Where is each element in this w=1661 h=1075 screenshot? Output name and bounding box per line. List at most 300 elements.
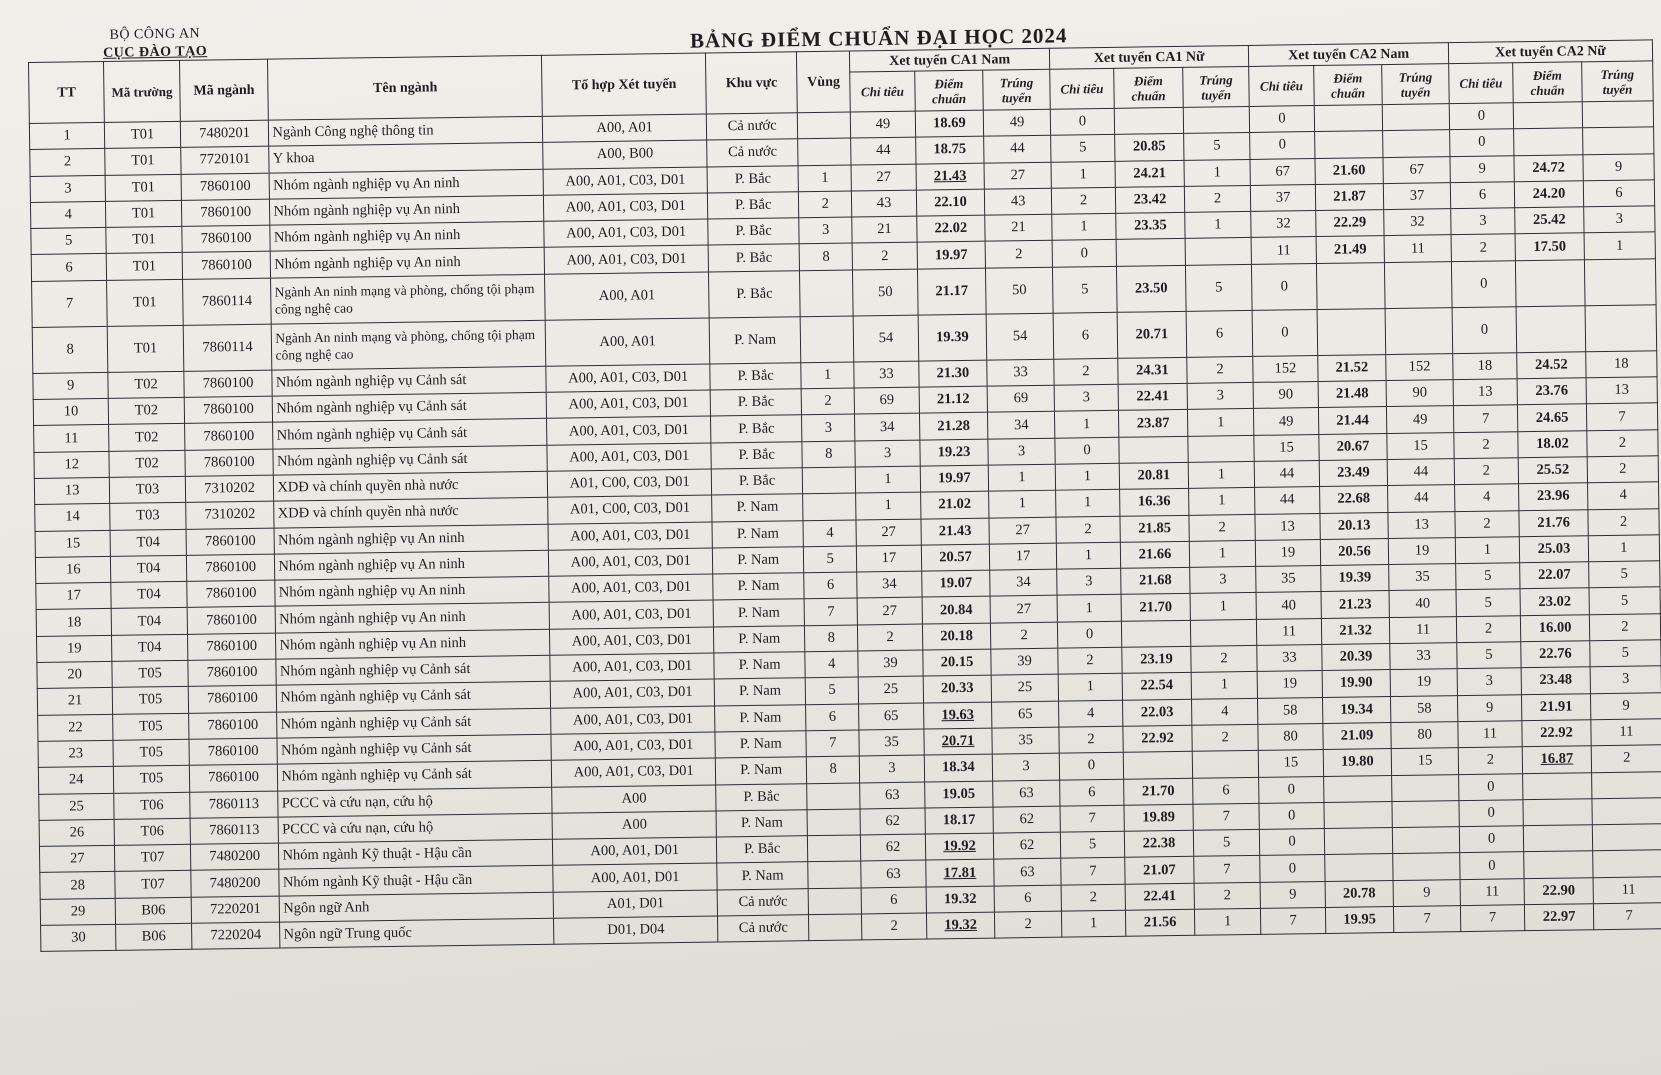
cell-ca2-nam-diem-chuan: 22.29 (1315, 210, 1384, 237)
cell-khu-vuc: P. Bắc (711, 415, 802, 443)
cell-ca2-nam-diem-chuan: 21.32 (1321, 617, 1390, 644)
cell-tt: 29 (40, 898, 116, 925)
cell-ca1-nam-trung-tuyen: 27 (984, 162, 1051, 189)
cell-ca2-nu-chi-tieu: 0 (1459, 800, 1524, 827)
cell-vung: 6 (806, 704, 860, 731)
cell-ca2-nam-diem-chuan: 21.52 (1317, 354, 1386, 381)
cell-ca1-nam-chi-tieu: 43 (852, 190, 917, 217)
cell-vung: 3 (802, 414, 856, 441)
cell-khu-vuc: P. Bắc (716, 783, 807, 811)
cell-vung (807, 782, 861, 809)
cell-ca2-nu-trung-tuyen: 9 (1590, 692, 1661, 719)
cell-ca2-nam-chi-tieu: 33 (1257, 645, 1322, 672)
cell-ma-nganh: 7860113 (189, 791, 278, 819)
cell-khu-vuc: P. Nam (716, 757, 807, 785)
cell-tt: 16 (35, 556, 111, 583)
cell-ca2-nu-chi-tieu: 7 (1453, 405, 1518, 432)
cell-ca2-nu-chi-tieu: 5 (1457, 642, 1522, 669)
cell-ca2-nam-trung-tuyen: 90 (1386, 380, 1453, 407)
cell-ten-nganh: Nhóm ngành nghiệp vụ An ninh (270, 195, 544, 225)
cell-khu-vuc: P. Nam (712, 520, 803, 548)
cell-tt: 26 (39, 819, 115, 846)
cell-ma-truong: T02 (109, 424, 185, 451)
cell-khu-vuc: P. Bắc (717, 836, 808, 864)
cell-ca2-nam-trung-tuyen (1385, 261, 1452, 308)
cell-ca1-nam-chi-tieu: 17 (857, 545, 922, 572)
cell-ten-nganh: Ngôn ngữ Anh (280, 892, 554, 922)
cell-ma-nganh: 7860100 (182, 252, 271, 280)
cell-ca1-nam-diem-chuan: 21.30 (918, 360, 987, 387)
cell-ca1-nu-chi-tieu: 1 (1052, 214, 1117, 241)
cell-ca1-nam-diem-chuan: 20.15 (922, 649, 991, 676)
cell-ca2-nam-diem-chuan: 20.13 (1320, 512, 1389, 539)
cell-ca1-nam-chi-tieu: 21 (852, 216, 917, 243)
agency-line-1: BỘ CÔNG AN (109, 26, 201, 43)
cell-ca2-nu-diem-chuan (1524, 851, 1593, 878)
cell-tt: 21 (37, 688, 113, 715)
cell-ca2-nu-diem-chuan: 22.97 (1525, 904, 1594, 931)
cell-ca1-nam-trung-tuyen: 17 (990, 543, 1057, 570)
cell-ten-nganh: Nhóm ngành nghiệp vụ Cảnh sát (276, 655, 550, 685)
cell-ca1-nu-trung-tuyen: 1 (1188, 488, 1255, 515)
cell-tt: 14 (35, 504, 111, 531)
cell-ca1-nam-chi-tieu: 34 (857, 571, 922, 598)
cell-ca2-nam-trung-tuyen: 19 (1390, 669, 1457, 696)
cell-ten-nganh: Nhóm ngành Kỹ thuật - Hậu cần (279, 866, 553, 896)
cell-ten-nganh: XDĐ và chính quyền nhà nước (274, 471, 548, 501)
cell-ca2-nu-diem-chuan: 23.02 (1520, 588, 1589, 615)
cell-ca1-nu-trung-tuyen: 3 (1190, 567, 1257, 594)
cell-ca1-nu-diem-chuan: 23.50 (1117, 265, 1186, 312)
cell-khu-vuc: P. Bắc (708, 218, 799, 246)
cell-ca2-nam-trung-tuyen: 37 (1384, 183, 1451, 210)
cell-vung (808, 835, 862, 862)
cell-ca2-nam-trung-tuyen: 7 (1394, 906, 1461, 933)
cell-khu-vuc: P. Bắc (708, 244, 799, 272)
cell-ca1-nu-diem-chuan (1116, 239, 1185, 266)
cell-ca2-nam-chi-tieu: 11 (1257, 618, 1322, 645)
cell-ca2-nam-chi-tieu: 32 (1251, 211, 1316, 238)
cell-tt: 25 (39, 793, 115, 820)
cell-ca2-nu-chi-tieu: 11 (1460, 878, 1525, 905)
score-table (28, 39, 1661, 952)
cell-ca1-nam-trung-tuyen: 49 (984, 109, 1051, 136)
cell-to-hop: A00, A01, C03, D01 (550, 679, 714, 708)
cell-ten-nganh: Ngành Công nghệ thông tin (269, 116, 543, 146)
cell-to-hop: A00, A01, C03, D01 (546, 390, 710, 419)
cell-ca2-nam-diem-chuan: 19.90 (1322, 670, 1391, 697)
cell-khu-vuc: P. Nam (713, 599, 804, 627)
cell-ca1-nu-trung-tuyen: 6 (1192, 777, 1259, 804)
cell-ma-truong: T04 (110, 529, 186, 556)
cell-ca1-nu-chi-tieu: 1 (1051, 161, 1116, 188)
cell-ca1-nam-diem-chuan: 21.02 (920, 491, 989, 518)
cell-ca1-nu-chi-tieu: 0 (1057, 621, 1122, 648)
cell-khu-vuc: P. Nam (713, 573, 804, 601)
cell-khu-vuc: P. Bắc (708, 192, 799, 220)
cell-ca2-nu-chi-tieu: 2 (1455, 510, 1520, 537)
cell-ten-nganh: Nhóm ngành nghiệp vụ An ninh (270, 221, 544, 251)
cell-ca2-nu-chi-tieu: 13 (1453, 379, 1518, 406)
cell-khu-vuc: Cả nước (707, 113, 798, 141)
cell-ca2-nam-chi-tieu: 0 (1250, 106, 1315, 133)
cell-ca2-nu-trung-tuyen (1584, 259, 1656, 306)
cell-ca2-nu-chi-tieu: 0 (1458, 773, 1523, 800)
cell-vung: 4 (803, 520, 857, 547)
cell-ten-nganh: Nhóm ngành nghiệp vụ An ninh (275, 576, 549, 606)
cell-tt: 9 (33, 372, 109, 399)
cell-ten-nganh: Ngành An ninh mạng và phòng, chống tội phạm công nghệ cao (272, 320, 546, 370)
cell-ca1-nam-trung-tuyen: 1 (989, 464, 1056, 491)
cell-ca2-nu-chi-tieu: 0 (1449, 129, 1514, 156)
cell-ca2-nam-chi-tieu: 19 (1256, 539, 1321, 566)
cell-ca1-nam-diem-chuan: 18.34 (924, 754, 993, 781)
cell-ca2-nu-diem-chuan (1516, 306, 1585, 353)
cell-tt: 17 (36, 583, 112, 610)
cell-ca1-nu-diem-chuan: 20.71 (1117, 311, 1186, 358)
cell-ca1-nu-chi-tieu: 1 (1055, 490, 1120, 517)
cell-ma-truong: T01 (105, 121, 181, 148)
cell-ca1-nam-diem-chuan: 21.28 (919, 413, 988, 440)
cell-to-hop: A00, A01 (545, 272, 710, 320)
cell-ma-nganh: 7860100 (188, 712, 277, 740)
cell-tt: 28 (40, 872, 116, 899)
cell-ca2-nam-chi-tieu: 0 (1250, 132, 1315, 159)
cell-ca2-nam-diem-chuan: 19.34 (1322, 696, 1391, 723)
cell-ca2-nu-trung-tuyen: 9 (1583, 153, 1654, 180)
cell-to-hop: A00 (552, 784, 716, 813)
cell-ca2-nam-trung-tuyen (1383, 104, 1450, 131)
cell-ca2-nam-diem-chuan: 21.87 (1315, 183, 1384, 210)
cell-ca2-nu-trung-tuyen: 2 (1591, 745, 1661, 772)
sub-header-trung-tuyen: Trúng tuyển (983, 69, 1050, 110)
cell-ca1-nu-diem-chuan: 22.03 (1123, 699, 1192, 726)
cell-ca1-nu-chi-tieu: 0 (1052, 240, 1117, 267)
cell-khu-vuc: P. Bắc (707, 165, 798, 193)
cell-ca1-nam-trung-tuyen: 63 (994, 859, 1061, 886)
cell-vung (802, 467, 856, 494)
cell-ca1-nu-chi-tieu: 5 (1060, 831, 1125, 858)
cell-ma-truong: T03 (110, 503, 186, 530)
cell-ca1-nam-trung-tuyen: 27 (989, 517, 1056, 544)
cell-ca1-nu-chi-tieu: 2 (1058, 647, 1123, 674)
cell-vung (797, 112, 851, 139)
cell-ca2-nam-trung-tuyen (1393, 827, 1460, 854)
cell-ca1-nu-diem-chuan: 21.70 (1121, 594, 1190, 621)
cell-ten-nganh: Ngành An ninh mạng và phòng, chống tội phạm công nghệ cao (271, 274, 545, 324)
cell-ca2-nam-chi-tieu: 80 (1258, 723, 1323, 750)
cell-ca1-nam-diem-chuan: 21.43 (921, 518, 990, 545)
cell-ca2-nu-chi-tieu: 3 (1451, 208, 1516, 235)
cell-ca2-nu-chi-tieu: 11 (1458, 721, 1523, 748)
cell-ca1-nu-trung-tuyen: 1 (1190, 593, 1257, 620)
cell-tt: 5 (31, 228, 107, 255)
cell-ca1-nu-trung-tuyen (1190, 619, 1257, 646)
cell-ca1-nu-diem-chuan: 24.21 (1115, 160, 1184, 187)
cell-ca2-nu-chi-tieu: 0 (1449, 103, 1514, 130)
cell-ca1-nam-chi-tieu: 3 (855, 440, 920, 467)
cell-vung: 8 (802, 441, 856, 468)
cell-ca2-nu-diem-chuan: 16.00 (1521, 615, 1590, 642)
cell-khu-vuc: Cả nước (717, 888, 808, 916)
cell-ma-truong: T01 (106, 227, 182, 254)
cell-ma-truong: T01 (107, 279, 183, 326)
cell-ma-nganh: 7860114 (183, 324, 272, 371)
col-header-vung: Vùng (797, 51, 851, 113)
cell-ca2-nu-chi-tieu: 6 (1450, 182, 1515, 209)
cell-ca2-nam-chi-tieu: 0 (1260, 855, 1325, 882)
cell-tt: 4 (30, 201, 106, 228)
cell-vung (803, 493, 857, 520)
cell-khu-vuc: P. Nam (715, 704, 806, 732)
cell-ca2-nu-diem-chuan (1523, 772, 1592, 799)
cell-ca2-nam-trung-tuyen: 80 (1391, 722, 1458, 749)
cell-khu-vuc: P. Bắc (711, 468, 802, 496)
cell-ca1-nu-chi-tieu: 3 (1054, 384, 1119, 411)
cell-ca1-nu-diem-chuan (1114, 107, 1183, 134)
cell-ma-nganh: 7480200 (191, 869, 280, 897)
cell-ca2-nu-chi-tieu: 2 (1456, 615, 1521, 642)
cell-ca2-nam-diem-chuan: 20.56 (1320, 538, 1389, 565)
cell-ma-nganh: 7220204 (191, 922, 280, 950)
cell-ca2-nam-diem-chuan: 23.49 (1319, 460, 1388, 487)
cell-to-hop: A00, A01, D01 (553, 863, 717, 892)
cell-ca1-nu-trung-tuyen: 4 (1191, 698, 1258, 725)
cell-ma-nganh: 7860100 (186, 528, 275, 556)
cell-ca1-nam-chi-tieu: 65 (859, 703, 924, 730)
cell-ca1-nu-trung-tuyen: 1 (1194, 908, 1261, 935)
cell-tt: 6 (31, 254, 107, 281)
cell-ca2-nu-trung-tuyen: 3 (1584, 206, 1655, 233)
cell-ca1-nam-trung-tuyen: 34 (990, 569, 1057, 596)
cell-ca2-nu-diem-chuan (1516, 260, 1585, 307)
cell-tt: 20 (37, 661, 113, 688)
cell-ma-truong: T06 (114, 818, 190, 845)
cell-ca1-nam-chi-tieu: 44 (851, 137, 916, 164)
cell-ca1-nam-trung-tuyen: 33 (987, 359, 1054, 386)
cell-ca2-nam-chi-tieu: 35 (1256, 566, 1321, 593)
cell-ca1-nam-diem-chuan: 19.32 (926, 912, 995, 939)
cell-ca2-nu-trung-tuyen (1591, 771, 1661, 798)
cell-ca2-nam-diem-chuan (1324, 854, 1393, 881)
cell-ca2-nam-diem-chuan: 21.23 (1321, 591, 1390, 618)
cell-ma-nganh: 7860100 (184, 396, 273, 424)
cell-ca2-nu-chi-tieu: 9 (1457, 694, 1522, 721)
cell-ca2-nam-chi-tieu: 152 (1253, 355, 1318, 382)
cell-ca1-nam-trung-tuyen: 6 (994, 885, 1061, 912)
cell-ca2-nu-chi-tieu: 0 (1452, 307, 1517, 354)
cell-to-hop: D01, D04 (554, 916, 718, 945)
cell-to-hop: A00, A01, C03, D01 (547, 443, 711, 472)
cell-tt: 30 (41, 924, 117, 951)
cell-ma-nganh: 7860100 (181, 173, 270, 201)
cell-ma-nganh: 7860100 (184, 370, 273, 398)
cell-ca1-nam-diem-chuan: 19.97 (920, 465, 989, 492)
cell-ca1-nam-diem-chuan: 20.18 (922, 623, 991, 650)
cell-ca2-nu-chi-tieu: 18 (1453, 353, 1518, 380)
cell-ca2-nam-trung-tuyen (1383, 130, 1450, 157)
cell-ca1-nam-diem-chuan: 19.97 (917, 242, 986, 269)
cell-ca2-nu-chi-tieu: 0 (1459, 826, 1524, 853)
cell-ma-truong: T01 (106, 200, 182, 227)
cell-ca1-nam-diem-chuan: 18.17 (925, 807, 994, 834)
cell-ca1-nam-trung-tuyen: 62 (993, 806, 1060, 833)
cell-ma-nganh: 7860100 (185, 449, 274, 477)
cell-ca2-nu-diem-chuan: 24.52 (1517, 352, 1586, 379)
cell-ca2-nu-trung-tuyen: 2 (1587, 456, 1658, 483)
cell-ca1-nam-trung-tuyen: 27 (990, 596, 1057, 623)
cell-vung: 2 (801, 388, 855, 415)
cell-ca1-nam-diem-chuan: 19.92 (925, 833, 994, 860)
cell-vung (800, 270, 854, 317)
cell-ca2-nu-chi-tieu: 2 (1454, 458, 1519, 485)
cell-ca1-nu-diem-chuan: 23.42 (1115, 186, 1184, 213)
cell-vung: 7 (806, 730, 860, 757)
cell-ca1-nu-trung-tuyen: 5 (1193, 830, 1260, 857)
cell-ten-nganh: XDĐ và chính quyền nhà nước (274, 498, 548, 528)
cell-ca1-nam-trung-tuyen: 63 (993, 780, 1060, 807)
cell-ca1-nu-diem-chuan: 21.68 (1121, 567, 1190, 594)
cell-ma-truong: T03 (110, 476, 186, 503)
cell-ca2-nam-chi-tieu: 0 (1259, 776, 1324, 803)
cell-ca2-nu-diem-chuan: 23.48 (1521, 667, 1590, 694)
cell-khu-vuc: P. Bắc (710, 389, 801, 417)
cell-ca2-nu-trung-tuyen: 6 (1583, 180, 1654, 207)
cell-ca1-nu-trung-tuyen: 7 (1193, 803, 1260, 830)
cell-ca1-nam-chi-tieu: 1 (856, 466, 921, 493)
cell-ca1-nam-trung-tuyen: 54 (986, 313, 1053, 360)
cell-ca1-nam-trung-tuyen: 39 (991, 648, 1058, 675)
cell-ca1-nam-diem-chuan: 22.10 (916, 189, 985, 216)
cell-ten-nganh: Nhóm ngành nghiệp vụ An ninh (274, 524, 548, 554)
cell-ca2-nu-trung-tuyen: 2 (1588, 508, 1659, 535)
cell-to-hop: A00, A01, C03, D01 (551, 706, 715, 735)
cell-ca2-nam-diem-chuan: 20.78 (1325, 880, 1394, 907)
cell-ca2-nu-diem-chuan: 22.90 (1524, 877, 1593, 904)
cell-ca2-nu-trung-tuyen: 11 (1593, 876, 1661, 903)
cell-ca1-nu-trung-tuyen: 2 (1187, 356, 1254, 383)
cell-ca2-nu-diem-chuan: 23.96 (1519, 483, 1588, 510)
cell-ca1-nam-chi-tieu: 2 (858, 624, 923, 651)
cell-ca1-nam-diem-chuan: 19.05 (924, 781, 993, 808)
cell-ca1-nu-chi-tieu: 0 (1055, 437, 1120, 464)
cell-ca1-nu-chi-tieu: 1 (1056, 542, 1121, 569)
cell-ca1-nu-chi-tieu: 5 (1052, 266, 1117, 313)
cell-ca2-nam-diem-chuan (1314, 105, 1383, 132)
cell-ca2-nam-trung-tuyen (1392, 774, 1459, 801)
cell-ma-nganh: 7860100 (189, 738, 278, 766)
cell-ten-nganh: Nhóm ngành nghiệp vụ An ninh (276, 603, 550, 633)
cell-ca2-nu-chi-tieu: 7 (1460, 905, 1525, 932)
cell-ten-nganh: Nhóm ngành nghiệp vụ Cảnh sát (277, 708, 551, 738)
cell-ca1-nam-chi-tieu: 63 (861, 860, 926, 887)
cell-ca1-nam-diem-chuan: 18.69 (915, 110, 984, 137)
cell-ca1-nu-trung-tuyen (1192, 751, 1259, 778)
cell-ca2-nu-chi-tieu: 2 (1454, 431, 1519, 458)
cell-tt: 2 (30, 149, 106, 176)
cell-ca1-nu-diem-chuan: 22.54 (1122, 673, 1191, 700)
cell-ca1-nam-diem-chuan: 19.32 (926, 886, 995, 913)
cell-ca1-nu-trung-tuyen: 2 (1189, 514, 1256, 541)
cell-khu-vuc: P. Nam (715, 731, 806, 759)
cell-ma-truong: T02 (108, 371, 184, 398)
sub-header-trung-tuyen: Trúng tuyển (1382, 64, 1449, 105)
cell-ca2-nu-diem-chuan: 22.92 (1522, 720, 1591, 747)
cell-ca1-nam-chi-tieu: 63 (860, 782, 925, 809)
cell-to-hop: A01, C00, C03, D01 (548, 495, 712, 524)
cell-ca1-nam-trung-tuyen: 65 (992, 701, 1059, 728)
cell-ma-truong: T04 (112, 608, 188, 635)
cell-ca1-nam-diem-chuan: 21.17 (917, 268, 986, 315)
cell-ca1-nam-chi-tieu: 33 (854, 361, 919, 388)
cell-ca2-nu-chi-tieu: 9 (1450, 155, 1515, 182)
cell-ca2-nam-chi-tieu: 0 (1260, 829, 1325, 856)
cell-ma-truong: B06 (116, 897, 192, 924)
cell-ca1-nam-chi-tieu: 27 (857, 598, 922, 625)
cell-ca1-nu-trung-tuyen: 2 (1191, 645, 1258, 672)
cell-ca2-nu-diem-chuan (1513, 102, 1582, 129)
cell-ca2-nam-trung-tuyen (1392, 800, 1459, 827)
cell-ca2-nu-diem-chuan (1523, 799, 1592, 826)
cell-to-hop: A00, A01, C03, D01 (543, 167, 707, 196)
cell-ca2-nam-chi-tieu: 49 (1254, 408, 1319, 435)
cell-ma-nganh: 7720101 (180, 146, 269, 174)
cell-ca2-nu-trung-tuyen: 5 (1589, 587, 1660, 614)
cell-to-hop: A00, A01, D01 (553, 837, 717, 866)
cell-ca2-nam-chi-tieu: 7 (1261, 907, 1326, 934)
cell-ca2-nam-diem-chuan: 21.09 (1323, 722, 1392, 749)
cell-vung (809, 914, 863, 941)
cell-vung: 5 (805, 677, 859, 704)
cell-ca2-nu-diem-chuan: 22.76 (1521, 641, 1590, 668)
cell-ca1-nu-trung-tuyen: 6 (1186, 310, 1253, 357)
cell-ca2-nam-trung-tuyen: 44 (1388, 485, 1455, 512)
cell-ma-nganh: 7310202 (185, 475, 274, 503)
cell-ca1-nu-diem-chuan: 21.70 (1124, 778, 1193, 805)
sub-header-chi-tieu: Chỉ tiêu (850, 71, 915, 112)
sub-header-chi-tieu: Chỉ tiêu (1249, 66, 1314, 107)
cell-ca1-nu-diem-chuan: 20.85 (1115, 134, 1184, 161)
cell-tt: 19 (37, 635, 113, 662)
cell-ca2-nu-diem-chuan: 21.91 (1522, 693, 1591, 720)
cell-ten-nganh: PCCC và cứu nạn, cứu hộ (278, 787, 552, 817)
cell-ca2-nam-diem-chuan: 19.95 (1325, 907, 1394, 934)
cell-ca1-nam-diem-chuan: 18.75 (915, 136, 984, 163)
cell-ca1-nu-diem-chuan: 22.92 (1123, 725, 1192, 752)
cell-tt: 15 (35, 530, 111, 557)
cell-ca1-nu-diem-chuan: 23.19 (1122, 646, 1191, 673)
cell-ca2-nam-trung-tuyen: 9 (1393, 879, 1460, 906)
cell-vung: 3 (799, 217, 853, 244)
cell-ca2-nam-chi-tieu: 44 (1255, 487, 1320, 514)
cell-to-hop: A00, A01, C03, D01 (550, 653, 714, 682)
cell-tt: 12 (34, 451, 110, 478)
cell-ma-nganh: 7480200 (190, 843, 279, 871)
cell-to-hop: A00, A01 (545, 318, 710, 366)
cell-to-hop: A00, A01, C03, D01 (551, 732, 715, 761)
cell-ma-nganh: 7860100 (189, 764, 278, 792)
cell-ca2-nu-chi-tieu: 0 (1451, 261, 1516, 308)
cell-vung: 6 (804, 572, 858, 599)
cell-ca2-nam-trung-tuyen: 44 (1388, 459, 1455, 486)
cell-to-hop: A00, B00 (543, 140, 707, 169)
cell-ma-truong: B06 (116, 923, 192, 950)
cell-ca1-nu-trung-tuyen (1183, 106, 1250, 133)
cell-ma-truong: T05 (113, 687, 189, 714)
cell-ma-truong: T01 (108, 325, 184, 372)
cell-ca2-nu-trung-tuyen: 3 (1590, 666, 1661, 693)
cell-ma-truong: T05 (113, 739, 189, 766)
